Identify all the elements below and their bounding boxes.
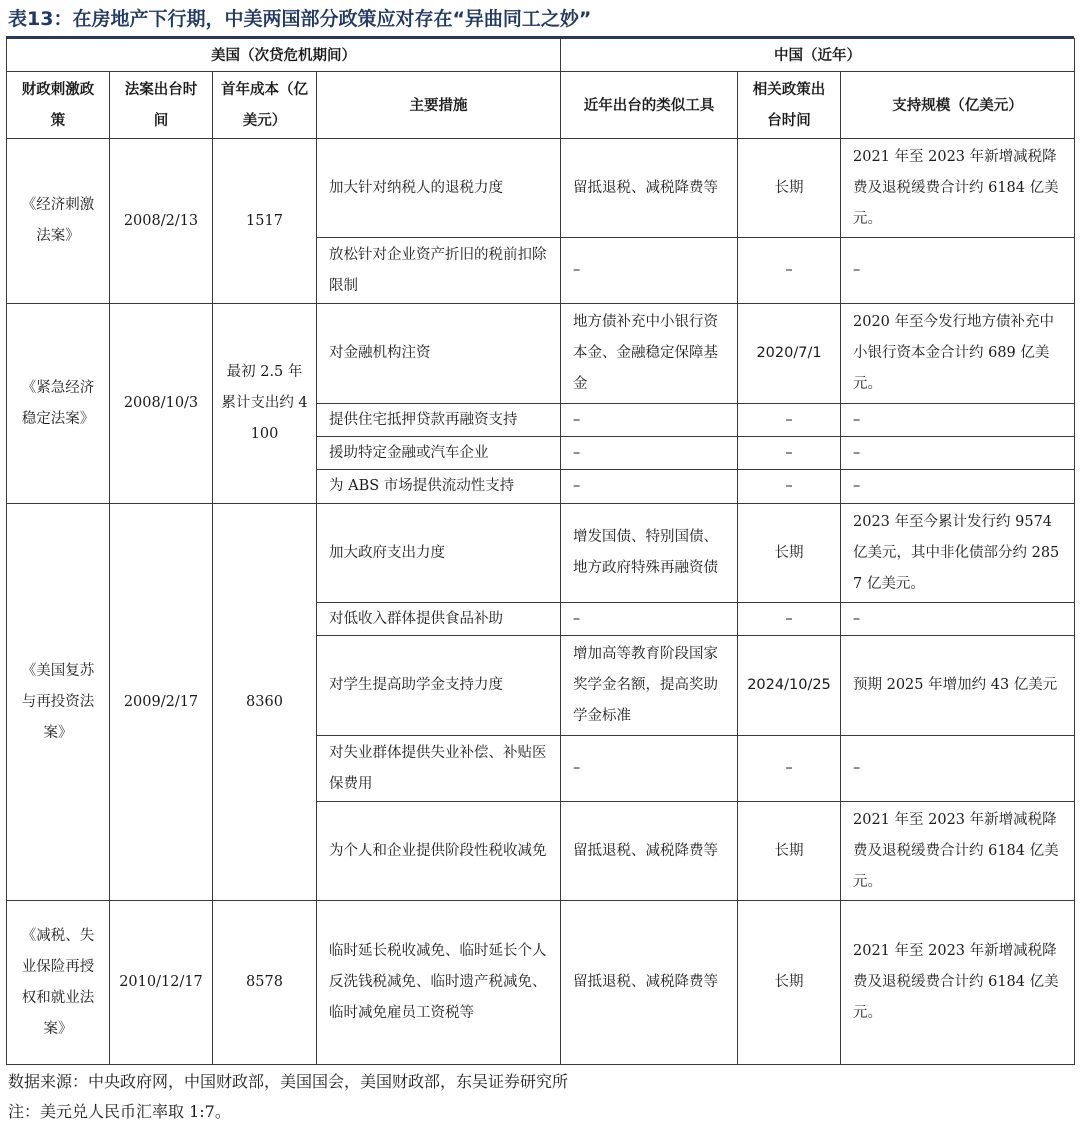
tool-cell: –	[561, 603, 738, 636]
col-header-act-date: 法案出台时间	[110, 72, 213, 139]
measure-cell: 对失业群体提供失业补偿、补贴医保费用	[317, 736, 561, 802]
first-year-cost-cell: 8360	[213, 504, 317, 901]
policy-time-cell: 长期	[738, 901, 841, 1065]
policy-time-cell: 2020/7/1	[738, 304, 841, 404]
tool-cell: 增发国债、特别国债、地方政府特殊再融资债	[561, 504, 738, 603]
first-year-cost-cell: 8578	[213, 901, 317, 1065]
policy-time-cell: –	[738, 437, 841, 470]
exchange-rate-note: 注：美元兑人民币汇率取 1:7。	[8, 1102, 231, 1121]
tool-cell: –	[561, 238, 738, 304]
act-date-cell: 2008/2/13	[110, 139, 213, 304]
scale-cell: –	[841, 736, 1075, 802]
scale-cell: –	[841, 238, 1075, 304]
tool-cell: 地方债补充中小银行资本金、金融稳定保障基金	[561, 304, 738, 404]
table-title: 表13：在房地产下行期，中美两国部分政策应对存在“异曲同工之妙”	[8, 8, 592, 30]
measure-cell: 为个人和企业提供阶段性税收减免	[317, 802, 561, 901]
tool-cell: –	[561, 470, 738, 504]
us-group-header: 美国（次贷危机期间）	[7, 39, 561, 72]
tool-cell: –	[561, 404, 738, 437]
scale-cell: –	[841, 437, 1075, 470]
act-date-cell: 2008/10/3	[110, 304, 213, 504]
policy-time-cell: 2024/10/25	[738, 636, 841, 736]
table-row	[7, 901, 1075, 1065]
first-year-cost-cell: 最初 2.5 年累计支出约 4100	[213, 304, 317, 504]
measure-cell: 提供住宅抵押贷款再融资支持	[317, 404, 561, 437]
cn-group-header: 中国（近年）	[561, 39, 1075, 72]
act-name-cell: 《美国复苏与再投资法案》	[7, 504, 110, 901]
scale-cell: 预期 2025 年增加约 43 亿美元	[841, 636, 1075, 736]
scale-cell: –	[841, 404, 1075, 437]
col-header-support-scale: 支持规模（亿美元）	[841, 72, 1075, 139]
policy-time-cell: –	[738, 470, 841, 504]
act-date-cell: 2009/2/17	[110, 504, 213, 901]
act-name-cell: 《减税、失业保险再授权和就业法案》	[7, 901, 110, 1065]
policy-time-cell: –	[738, 238, 841, 304]
tool-cell: –	[561, 736, 738, 802]
measure-cell: 放松针对企业资产折旧的税前扣除限制	[317, 238, 561, 304]
measure-cell: 为 ABS 市场提供流动性支持	[317, 470, 561, 504]
act-name-cell: 《经济刺激法案》	[7, 139, 110, 304]
first-year-cost-cell: 1517	[213, 139, 317, 304]
scale-cell: 2021 年至 2023 年新增减税降费及退税缓费合计约 6184 亿美元。	[841, 139, 1075, 238]
policy-time-cell: –	[738, 603, 841, 636]
act-date-cell: 2010/12/17	[110, 901, 213, 1065]
data-source-note: 数据来源：中央政府网，中国财政部，美国国会，美国财政部，东吴证券研究所	[8, 1072, 569, 1091]
policy-time-cell: 长期	[738, 139, 841, 238]
measure-cell: 对金融机构注资	[317, 304, 561, 404]
col-header-similar-tools: 近年出台的类似工具	[561, 72, 738, 139]
tool-cell: 留抵退税、减税降费等	[561, 139, 738, 238]
measure-cell: 临时延长税收减免、临时延长个人反洗钱税减免、临时遗产税减免、临时减免雇员工资税等	[317, 901, 561, 1065]
measure-cell: 对学生提高助学金支持力度	[317, 636, 561, 736]
measure-cell: 对低收入群体提供食品补助	[317, 603, 561, 636]
scale-cell: 2020 年至今发行地方债补充中小银行资本金合计约 689 亿美元。	[841, 304, 1075, 404]
tool-cell: 留抵退税、减税降费等	[561, 802, 738, 901]
policy-time-cell: 长期	[738, 504, 841, 603]
policy-time-cell: –	[738, 404, 841, 437]
col-header-policy-time: 相关政策出台时间	[738, 72, 841, 139]
table-row	[7, 139, 1075, 238]
scale-cell: –	[841, 470, 1075, 504]
measure-cell: 加大政府支出力度	[317, 504, 561, 603]
measure-cell: 加大针对纳税人的退税力度	[317, 139, 561, 238]
col-header-stimulus-policy: 财政刺激政策	[7, 72, 110, 139]
policy-time-cell: 长期	[738, 802, 841, 901]
table-row	[7, 304, 1075, 404]
col-header-first-year-cost: 首年成本（亿美元）	[213, 72, 317, 139]
act-name-cell: 《紧急经济稳定法案》	[7, 304, 110, 504]
tool-cell: –	[561, 437, 738, 470]
tool-cell: 留抵退税、减税降费等	[561, 901, 738, 1065]
policy-time-cell: –	[738, 736, 841, 802]
scale-cell: –	[841, 603, 1075, 636]
table-row	[7, 504, 1075, 603]
col-header-main-measures: 主要措施	[317, 72, 561, 139]
scale-cell: 2021 年至 2023 年新增减税降费及退税缓费合计约 6184 亿美元。	[841, 901, 1075, 1065]
scale-cell: 2021 年至 2023 年新增减税降费及退税缓费合计约 6184 亿美元。	[841, 802, 1075, 901]
tool-cell: 增加高等教育阶段国家奖学金名额，提高奖助学金标准	[561, 636, 738, 736]
policy-comparison-table	[6, 38, 1075, 1065]
scale-cell: 2023 年至今累计发行约 9574 亿美元，其中非化债部分约 2857 亿美元。	[841, 504, 1075, 603]
measure-cell: 援助特定金融或汽车企业	[317, 437, 561, 470]
